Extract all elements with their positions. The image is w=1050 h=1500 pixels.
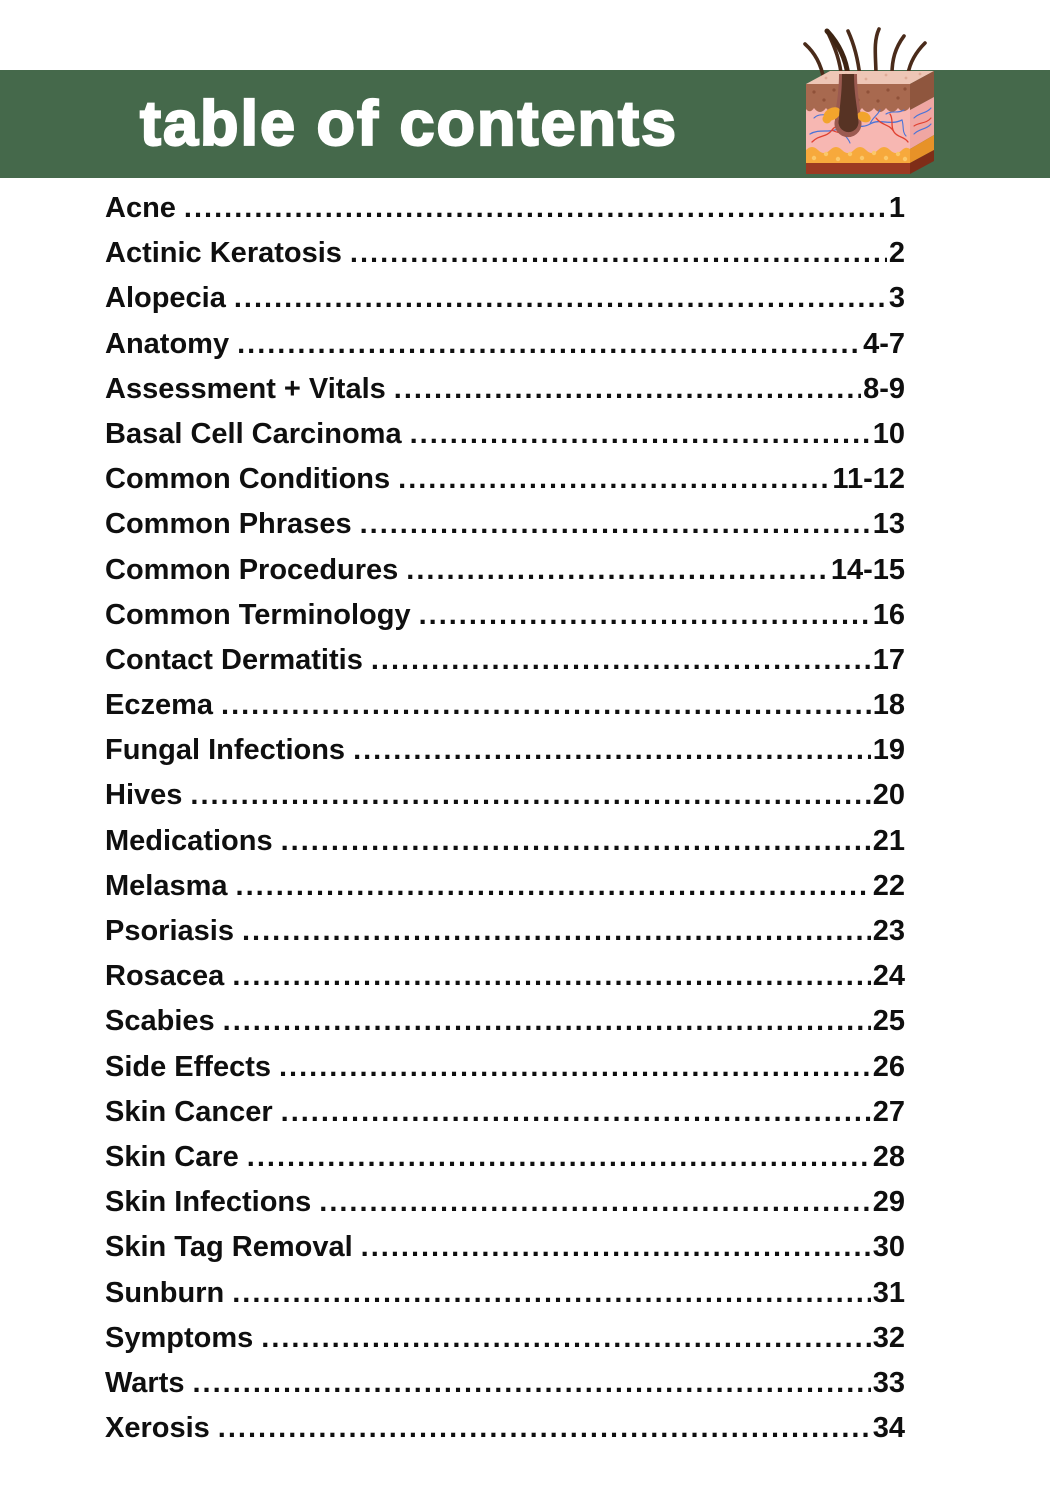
- dot-leader: [419, 599, 871, 632]
- toc-entry-pages: 11-12: [832, 463, 905, 496]
- toc-entry-label: Common Conditions: [105, 463, 391, 496]
- toc-row: [105, 689, 905, 734]
- toc-row: [105, 1005, 905, 1050]
- toc-entry-pages: 3: [888, 282, 905, 315]
- toc-entry-label: Sunburn: [105, 1276, 225, 1309]
- toc-row: [105, 825, 905, 870]
- toc-row: [105, 779, 905, 824]
- toc-entry-pages: 20: [872, 779, 905, 812]
- toc-row: [105, 237, 905, 282]
- toc-entry-pages: 28: [872, 1140, 905, 1173]
- toc-entry-pages: 10: [872, 417, 905, 450]
- toc-entry-label: Acne: [105, 192, 176, 224]
- toc-entry-pages: 24: [872, 960, 905, 993]
- skin-layers-icon: [790, 22, 950, 182]
- dot-leader: [261, 1322, 870, 1355]
- toc-row: [105, 1322, 905, 1367]
- dot-leader: [234, 282, 887, 315]
- toc-entry-label: Common Terminology: [105, 598, 411, 631]
- toc-entry-pages: 29: [872, 1186, 905, 1219]
- toc-entry-pages: 31: [872, 1276, 905, 1309]
- toc-row: [105, 599, 905, 644]
- toc-row: [105, 554, 905, 599]
- base-layer: [806, 163, 910, 174]
- toc-entry-pages: 33: [872, 1366, 905, 1399]
- dot-leader: [361, 1231, 871, 1264]
- toc-row: [105, 508, 905, 553]
- dot-leader: [319, 1186, 870, 1219]
- toc-entry-label: Symptoms: [105, 1321, 254, 1354]
- toc-row: [105, 282, 905, 327]
- toc-row: [105, 1141, 905, 1186]
- toc-list: [0, 178, 1050, 1457]
- toc-row: [105, 915, 905, 960]
- toc-row: [105, 870, 905, 915]
- toc-entry-label: Common Procedures: [105, 553, 399, 586]
- toc-row: [105, 1051, 905, 1096]
- toc-row: [105, 960, 905, 1005]
- toc-entry-label: Alopecia: [105, 282, 226, 315]
- toc-entry-label: Contact Dermatitis: [105, 643, 363, 676]
- dot-leader: [281, 825, 871, 858]
- toc-entry-pages: 1: [888, 192, 905, 224]
- toc-entry-pages: 22: [872, 869, 905, 902]
- toc-entry-pages: 13: [872, 508, 905, 541]
- toc-entry-pages: 17: [872, 643, 905, 676]
- dot-leader: [190, 779, 870, 812]
- toc-entry-label: Common Phrases: [105, 508, 352, 541]
- toc-row: [105, 418, 905, 463]
- toc-row: [105, 1231, 905, 1276]
- toc-entry-pages: 21: [872, 824, 905, 857]
- dot-leader: [193, 1367, 871, 1400]
- toc-entry-label: Melasma: [105, 869, 228, 902]
- toc-entry-label: Assessment + Vitals: [105, 372, 386, 405]
- toc-row: [105, 644, 905, 689]
- dot-leader: [410, 418, 871, 451]
- dot-leader: [223, 1005, 871, 1038]
- dot-leader: [184, 192, 887, 225]
- toc-row: [105, 328, 905, 373]
- toc-entry-pages: 32: [872, 1321, 905, 1354]
- toc-entry-label: Anatomy: [105, 327, 230, 360]
- toc-row: [105, 1186, 905, 1231]
- toc-row: [105, 734, 905, 779]
- dot-leader: [406, 554, 829, 587]
- toc-row: [105, 373, 905, 418]
- toc-entry-pages: 19: [872, 734, 905, 767]
- toc-row: [105, 192, 905, 237]
- toc-entry-label: Basal Cell Carcinoma: [105, 417, 402, 450]
- toc-entry-label: Rosacea: [105, 960, 225, 993]
- toc-entry-pages: 14-15: [830, 553, 905, 586]
- toc-entry-label: Skin Tag Removal: [105, 1231, 353, 1264]
- toc-row: [105, 463, 905, 508]
- toc-entry-label: Skin Care: [105, 1140, 239, 1173]
- dot-leader: [279, 1051, 871, 1084]
- toc-entry-pages: 34: [872, 1412, 905, 1445]
- toc-entry-pages: 4-7: [863, 327, 905, 360]
- dot-leader: [236, 870, 871, 903]
- toc-entry-label: Warts: [105, 1366, 185, 1399]
- dot-leader: [353, 734, 871, 767]
- toc-entry-pages: 16: [872, 598, 905, 631]
- toc-entry-pages: 26: [872, 1050, 905, 1083]
- toc-row: [105, 1277, 905, 1322]
- dot-leader: [394, 373, 861, 406]
- dot-leader: [360, 508, 871, 541]
- toc-entry-pages: 8-9: [863, 372, 905, 405]
- dot-leader: [398, 463, 830, 496]
- toc-row: [105, 1412, 905, 1457]
- dot-leader: [371, 644, 871, 677]
- toc-row: [105, 1096, 905, 1141]
- dot-leader: [247, 1141, 871, 1174]
- dot-leader: [232, 960, 870, 993]
- toc-entry-pages: 25: [872, 1005, 905, 1038]
- toc-entry-label: Eczema: [105, 689, 214, 722]
- toc-entry-pages: 18: [872, 689, 905, 722]
- page-title: table of contents: [140, 89, 679, 159]
- toc-entry-label: Fungal Infections: [105, 734, 346, 767]
- dot-leader: [218, 1412, 871, 1445]
- dot-leader: [221, 689, 871, 722]
- toc-entry-label: Hives: [105, 779, 183, 812]
- dot-leader: [242, 915, 871, 948]
- toc-entry-pages: 23: [872, 915, 905, 947]
- toc-entry-label: Side Effects: [105, 1050, 271, 1083]
- toc-entry-label: Skin Infections: [105, 1186, 312, 1219]
- dot-leader: [237, 328, 861, 361]
- dot-leader: [350, 237, 887, 270]
- toc-row: [105, 1367, 905, 1412]
- toc-entry-pages: 27: [872, 1095, 905, 1128]
- toc-entry-label: Skin Cancer: [105, 1095, 273, 1128]
- toc-entry-pages: 2: [888, 237, 905, 270]
- dot-leader: [232, 1277, 871, 1310]
- toc-entry-label: Psoriasis: [105, 915, 234, 947]
- toc-entry-label: Xerosis: [105, 1412, 210, 1445]
- toc-entry-label: Actinic Keratosis: [105, 237, 342, 270]
- toc-entry-label: Medications: [105, 824, 273, 857]
- toc-entry-pages: 30: [872, 1231, 905, 1264]
- toc-entry-label: Scabies: [105, 1005, 215, 1038]
- dot-leader: [281, 1096, 871, 1129]
